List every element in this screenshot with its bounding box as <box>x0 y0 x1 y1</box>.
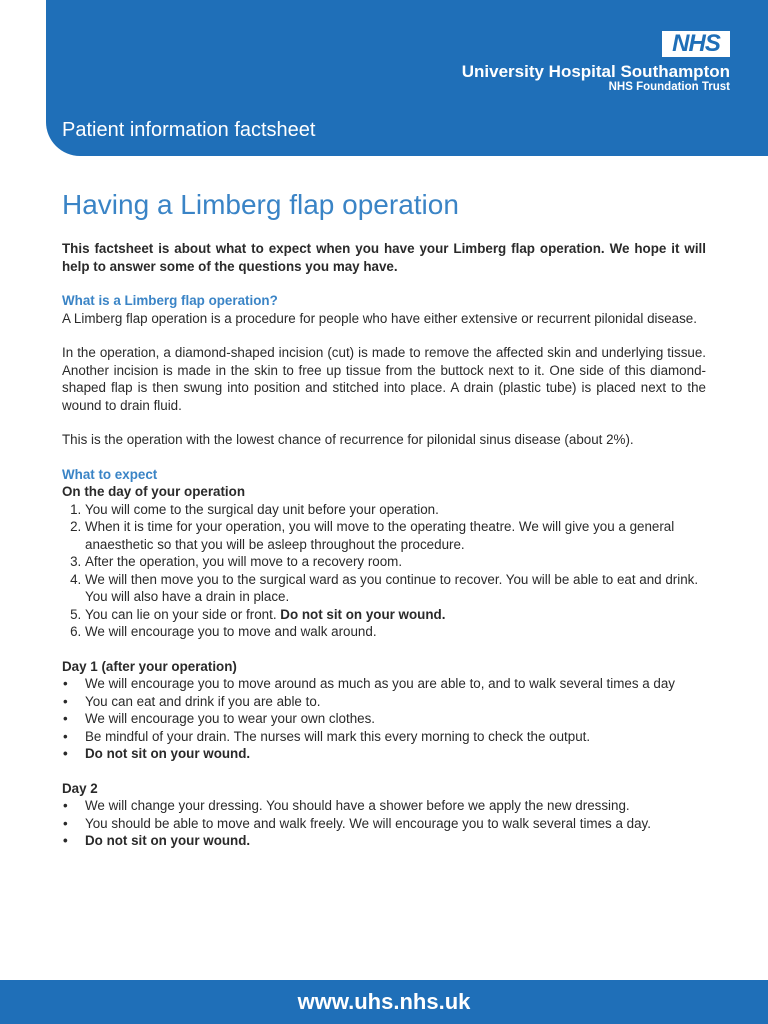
organisation-name: University Hospital Southampton <box>461 62 730 81</box>
paragraph: This is the operation with the lowest chance of recurrence for pilonidal sinus disease (about 2%). <box>62 432 634 447</box>
section-heading-what-is: What is a Limberg flap operation? <box>62 293 278 308</box>
organisation-trust: NHS Foundation Trust <box>608 81 730 93</box>
list-item: • You should be able to move and walk freely. We will encourage you to walk several times a day. <box>85 815 706 833</box>
subheading-day-of-operation: On the day of your operation <box>62 484 246 499</box>
list-item: 2. When it is time for your operation, you will move to the operating theatre. We will give you a general anaesthetic so that you will be asleep throughout the procedure. <box>85 518 706 553</box>
list-item: 1. You will come to the surgical day unit before your operation. <box>85 501 706 519</box>
list-item-warning: Do not sit on your wound. <box>280 606 446 622</box>
day-of-operation-list <box>62 501 706 641</box>
page-title: Having a Limberg flap operation <box>62 189 459 220</box>
list-item: • We will change your dressing. You should have a shower before we apply the new dressing. <box>85 797 706 815</box>
section-heading-what-to-expect: What to expect <box>62 466 158 482</box>
nhs-logo: NHS <box>662 31 730 57</box>
paragraph: In the operation, a diamond-shaped incision (cut) is made to remove the affected skin and underlying tissue. Another incision is made in the skin to free up tissue from the buttock next to it. One side of this diamond-shaped flap is then swung into position and stitched into place. A drain (plastic tube) is placed next to the wound to drain fluid. <box>62 345 706 413</box>
subheading-day-2: Day 2 <box>62 780 98 796</box>
list-item-text: You can lie on your side or front. <box>85 606 281 622</box>
list-item: 6. We will encourage you to move and walk around. <box>85 623 706 641</box>
footer-bar <box>0 980 768 1024</box>
day-2-list <box>62 797 706 850</box>
subheading-day-1: Day 1 (after your operation) <box>62 658 237 674</box>
list-item: • We will encourage you to wear your own clothes. <box>85 710 706 728</box>
document-body <box>62 188 706 867</box>
website-link[interactable]: www.uhs.nhs.uk <box>297 989 471 1014</box>
paragraph: A Limberg flap operation is a procedure for people who have either extensive or recurrent pilonidal disease. <box>62 310 697 326</box>
list-item: • We will encourage you to move around as much as you are able to, and to walk several times a day <box>85 675 706 693</box>
list-item: 3. After the operation, you will move to a recovery room. <box>85 553 706 571</box>
factsheet-label: Patient information factsheet <box>62 119 316 141</box>
list-item-warning: • Do not sit on your wound. <box>85 745 706 763</box>
list-item: 4. We will then move you to the surgical ward as you continue to recover. You will be able to eat and drink. You will also have a drain in place. <box>85 571 706 606</box>
list-item: • Be mindful of your drain. The nurses will mark this every morning to check the output. <box>85 728 706 746</box>
list-item <box>85 606 706 624</box>
list-item: • You can eat and drink if you are able to. <box>85 693 706 711</box>
day-1-list <box>62 675 706 763</box>
list-item-warning: • Do not sit on your wound. <box>85 832 706 850</box>
intro-paragraph: This factsheet is about what to expect when you have your Limberg flap operation. We hope it will help to answer some of the questions you may have. <box>62 241 706 274</box>
header-banner <box>46 0 768 156</box>
